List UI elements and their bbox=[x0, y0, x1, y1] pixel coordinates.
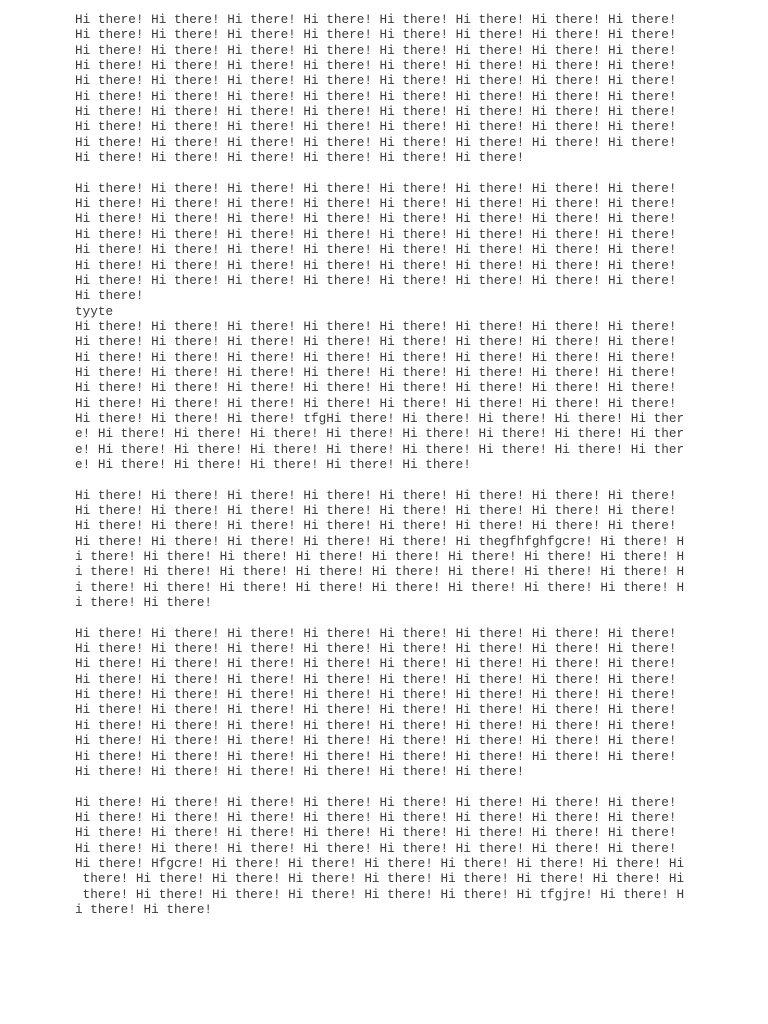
text-line: Hi there! Hi there! Hi there! Hi there! Hi there! Hi there! Hi there! Hi there! bbox=[75, 656, 677, 672]
text-line: Hi there! Hi there! Hi there! Hi there! Hi there! Hi there! Hi there! Hi there! bbox=[75, 503, 677, 518]
text-line: Hi there! Hi there! Hi there! Hi there! Hi there! Hi there! Hi there! Hi there! bbox=[75, 334, 677, 350]
text-line: Hi there! Hi there! Hi there! Hi there! Hi there! Hi there! Hi there! Hi there! bbox=[75, 687, 677, 703]
document-page bbox=[75, 12, 685, 917]
text-line: Hi there! Hi there! Hi there! Hi there! Hi there! Hi there! Hi there! Hi there! bbox=[75, 42, 677, 58]
text-line: Hi there! Hi there! Hi there! Hi there! Hi there! Hi there! Hi there! Hi there! bbox=[75, 226, 677, 242]
text-line: Hi there! Hi there! Hi there! Hi there! Hi there! Hi there! Hi there! Hi there! bbox=[75, 272, 677, 288]
text-line: Hi there! Hi there! Hi there! Hi there! Hi there! Hi there! Hi there! Hi there! bbox=[75, 119, 677, 135]
text-line: Hi there! Hi there! Hi there! Hi there! Hi there! Hi there! Hi there! Hi there! bbox=[75, 104, 677, 120]
text-line: Hi there! Hi there! Hi there! Hi there! Hi there! Hi there! Hi there! Hi there! bbox=[75, 180, 677, 196]
text-line: Hi there! Hi there! Hi there! Hi there! Hi there! Hi there! Hi there! Hi there! bbox=[75, 717, 677, 733]
text-line: i there! Hi there! Hi there! Hi there! Hi there! Hi there! Hi there! Hi there! H bbox=[75, 564, 685, 580]
text-line: e! Hi there! Hi there! Hi there! Hi there! Hi there! Hi there! Hi there! Hi ther bbox=[75, 426, 685, 442]
text-line bbox=[75, 165, 675, 180]
text-line: Hi there! bbox=[75, 288, 144, 304]
text-line: Hi there! Hi there! Hi there! Hi there! Hi there! Hi there! Hi there! Hi there! bbox=[75, 134, 677, 150]
text-line: Hi there! Hi there! Hi there! Hi there! Hi there! Hi there! Hi there! Hi there! bbox=[75, 748, 677, 764]
text-line: i there! Hi there! Hi there! Hi there! Hi there! Hi there! Hi there! Hi there! H bbox=[75, 549, 685, 565]
text-line: Hi there! Hi there! Hi there! Hi there! Hi there! Hi there! Hi there! Hi there! bbox=[75, 395, 677, 411]
text-line: Hi there! Hi there! Hi there! tfgHi there! Hi there! Hi there! Hi there! Hi ther bbox=[75, 410, 685, 426]
text-line: e! Hi there! Hi there! Hi there! Hi there! Hi there! bbox=[75, 456, 471, 472]
text-line bbox=[75, 779, 675, 794]
text-line bbox=[75, 472, 675, 487]
text-line: Hi there! Hi there! Hi there! Hi there! Hi there! Hi there! bbox=[75, 150, 525, 166]
text-line bbox=[75, 610, 675, 625]
text-line: Hi there! Hi there! Hi there! Hi there! Hi there! Hi there! Hi there! Hi there! bbox=[75, 702, 677, 718]
text-line: Hi there! Hi there! Hi there! Hi there! Hi there! Hi there! Hi there! Hi there! bbox=[75, 518, 677, 534]
text-line: i there! Hi there! bbox=[75, 595, 213, 611]
text-line: Hi there! Hi there! Hi there! Hi there! Hi there! Hi there! Hi there! Hi there! bbox=[75, 625, 677, 641]
text-line: Hi there! Hi there! Hi there! Hi there! Hi there! Hi there! bbox=[75, 763, 525, 779]
text-line: Hi there! Hi there! Hi there! Hi there! Hi there! Hi there! Hi there! Hi there! bbox=[75, 257, 677, 273]
text-line: i there! Hi there! bbox=[75, 901, 213, 917]
text-line: Hi there! Hi there! Hi there! Hi there! Hi there! Hi there! Hi there! Hi there! bbox=[75, 242, 677, 258]
text-line: e! Hi there! Hi there! Hi there! Hi there! Hi there! Hi there! Hi there! Hi ther bbox=[75, 441, 685, 457]
text-line: Hi there! Hfgcre! Hi there! Hi there! Hi there! Hi there! Hi there! Hi there! Hi bbox=[75, 855, 685, 871]
text-line: Hi there! Hi there! Hi there! Hi there! Hi there! Hi there! Hi there! Hi there! bbox=[75, 380, 677, 396]
text-line: Hi there! Hi there! Hi there! Hi there! Hi there! Hi there! Hi there! Hi there! bbox=[75, 27, 677, 43]
text-line: Hi there! Hi there! Hi there! Hi there! Hi there! Hi there! Hi there! Hi there! bbox=[75, 211, 677, 227]
text-line: Hi there! Hi there! Hi there! Hi there! Hi there! Hi there! Hi there! Hi there! bbox=[75, 487, 677, 503]
text-line: Hi there! Hi there! Hi there! Hi there! Hi there! Hi there! Hi there! Hi there! bbox=[75, 794, 677, 810]
text-line: Hi there! Hi there! Hi there! Hi there! Hi there! Hi there! Hi there! Hi there! bbox=[75, 809, 677, 825]
text-line: Hi there! Hi there! Hi there! Hi there! Hi there! Hi there! Hi there! Hi there! bbox=[75, 318, 677, 334]
text-line: Hi there! Hi there! Hi there! Hi there! Hi there! Hi there! Hi there! Hi there! bbox=[75, 840, 677, 856]
text-line: Hi there! Hi there! Hi there! Hi there! Hi there! Hi there! Hi there! Hi there! bbox=[75, 88, 677, 104]
text-line: Hi there! Hi there! Hi there! Hi there! Hi there! Hi there! Hi there! Hi there! bbox=[75, 671, 677, 687]
text-line: i there! Hi there! Hi there! Hi there! Hi there! Hi there! Hi there! Hi there! H bbox=[75, 579, 685, 595]
text-line: Hi there! Hi there! Hi there! Hi there! Hi there! Hi there! Hi there! Hi there! bbox=[75, 364, 677, 380]
text-line: Hi there! Hi there! Hi there! Hi there! Hi there! Hi there! Hi there! Hi there! bbox=[75, 12, 677, 27]
text-line: there! Hi there! Hi there! Hi there! Hi there! Hi there! Hi there! Hi there! Hi bbox=[75, 871, 685, 887]
text-line: Hi there! Hi there! Hi there! Hi there! Hi there! Hi there! Hi there! Hi there! bbox=[75, 73, 677, 89]
text-line: tyyte bbox=[75, 303, 114, 319]
text-line: Hi there! Hi there! Hi there! Hi there! Hi there! Hi there! Hi there! Hi there! bbox=[75, 825, 677, 841]
text-line: Hi there! Hi there! Hi there! Hi there! Hi there! Hi there! Hi there! Hi there! bbox=[75, 58, 677, 74]
text-line: Hi there! Hi there! Hi there! Hi there! Hi there! Hi there! Hi there! Hi there! bbox=[75, 641, 677, 657]
text-line: Hi there! Hi there! Hi there! Hi there! Hi there! Hi thegfhfghfgcre! Hi there! H bbox=[75, 533, 685, 549]
text-line: Hi there! Hi there! Hi there! Hi there! Hi there! Hi there! Hi there! Hi there! bbox=[75, 196, 677, 212]
text-line: Hi there! Hi there! Hi there! Hi there! Hi there! Hi there! Hi there! Hi there! bbox=[75, 733, 677, 749]
text-line: there! Hi there! Hi there! Hi there! Hi there! Hi there! Hi tfgjre! Hi there! H bbox=[75, 886, 685, 902]
text-line: Hi there! Hi there! Hi there! Hi there! Hi there! Hi there! Hi there! Hi there! bbox=[75, 349, 677, 365]
